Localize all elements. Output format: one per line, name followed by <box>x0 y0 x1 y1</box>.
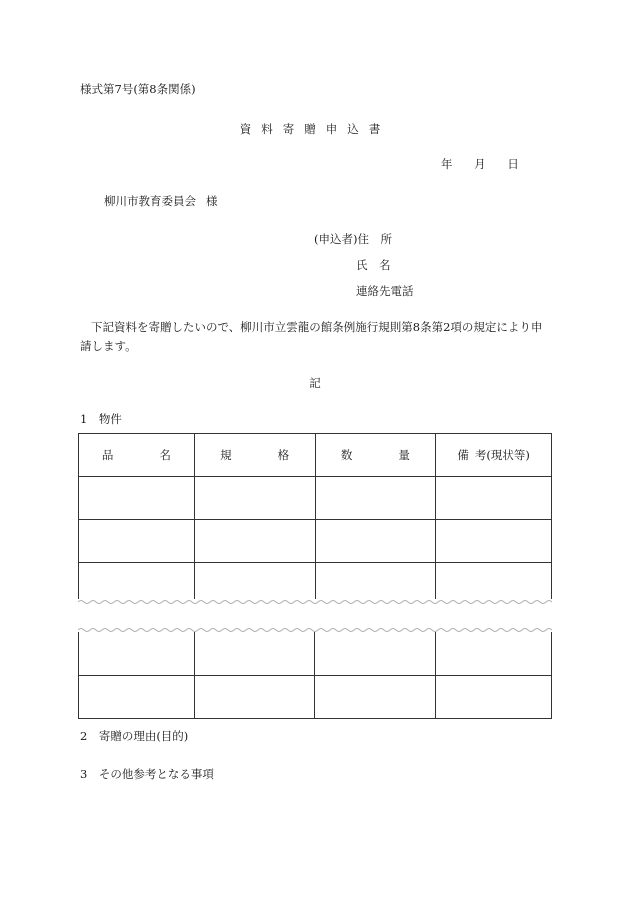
header-biko-rest: 考(現状等) <box>474 448 530 462</box>
section-item2: 2 寄贈の理由(目的) <box>80 729 189 743</box>
header-kikaku-char2: 格 <box>277 448 290 462</box>
table-row <box>79 520 552 563</box>
header-hinmei-char1: 品 <box>101 448 114 462</box>
addressee <box>104 193 218 209</box>
body-text: 下記資料を寄贈したいので、柳川市立雲龍の館条例施行規則第8条第2項の規定により申請します。 <box>80 320 543 353</box>
table-header-row <box>79 434 552 477</box>
table-row <box>79 632 552 675</box>
date-month-label: 月 <box>474 157 486 171</box>
items-table-continued <box>78 632 552 719</box>
header-suryo-char1: 数 <box>340 448 353 462</box>
items-table <box>78 433 552 606</box>
header-suryo <box>315 434 436 477</box>
applicant-address-label: (申込者)住 所 <box>314 232 392 246</box>
header-hinmei <box>79 434 195 477</box>
date-day-label: 日 <box>507 157 519 171</box>
ki-heading: 記 <box>309 376 321 390</box>
applicant-name-label: 氏 名 <box>356 258 391 272</box>
header-suryo-char2: 量 <box>398 448 410 462</box>
header-hinmei-char2: 名 <box>159 448 171 462</box>
addressee-name: 柳川市教育委員会 <box>104 194 196 208</box>
addressee-honorific: 様 <box>206 194 218 208</box>
table-row <box>79 675 552 718</box>
section-item3: 3 その他参考となる事項 <box>80 767 214 781</box>
header-biko <box>436 434 552 477</box>
applicant-phone-label: 連絡先電話 <box>356 284 414 298</box>
table-row <box>79 477 552 520</box>
header-kikaku <box>194 434 315 477</box>
date-line <box>441 156 519 172</box>
table-break-wave-top <box>78 599 553 609</box>
section-item1: 1 物件 <box>80 412 122 426</box>
form-number: 様式第7号(第8条関係) <box>80 82 196 96</box>
document-title: 資料寄贈申込書 <box>239 122 391 136</box>
date-year-label: 年 <box>441 157 453 171</box>
header-kikaku-char1: 規 <box>220 448 232 462</box>
header-biko-char1: 備 <box>457 448 469 462</box>
